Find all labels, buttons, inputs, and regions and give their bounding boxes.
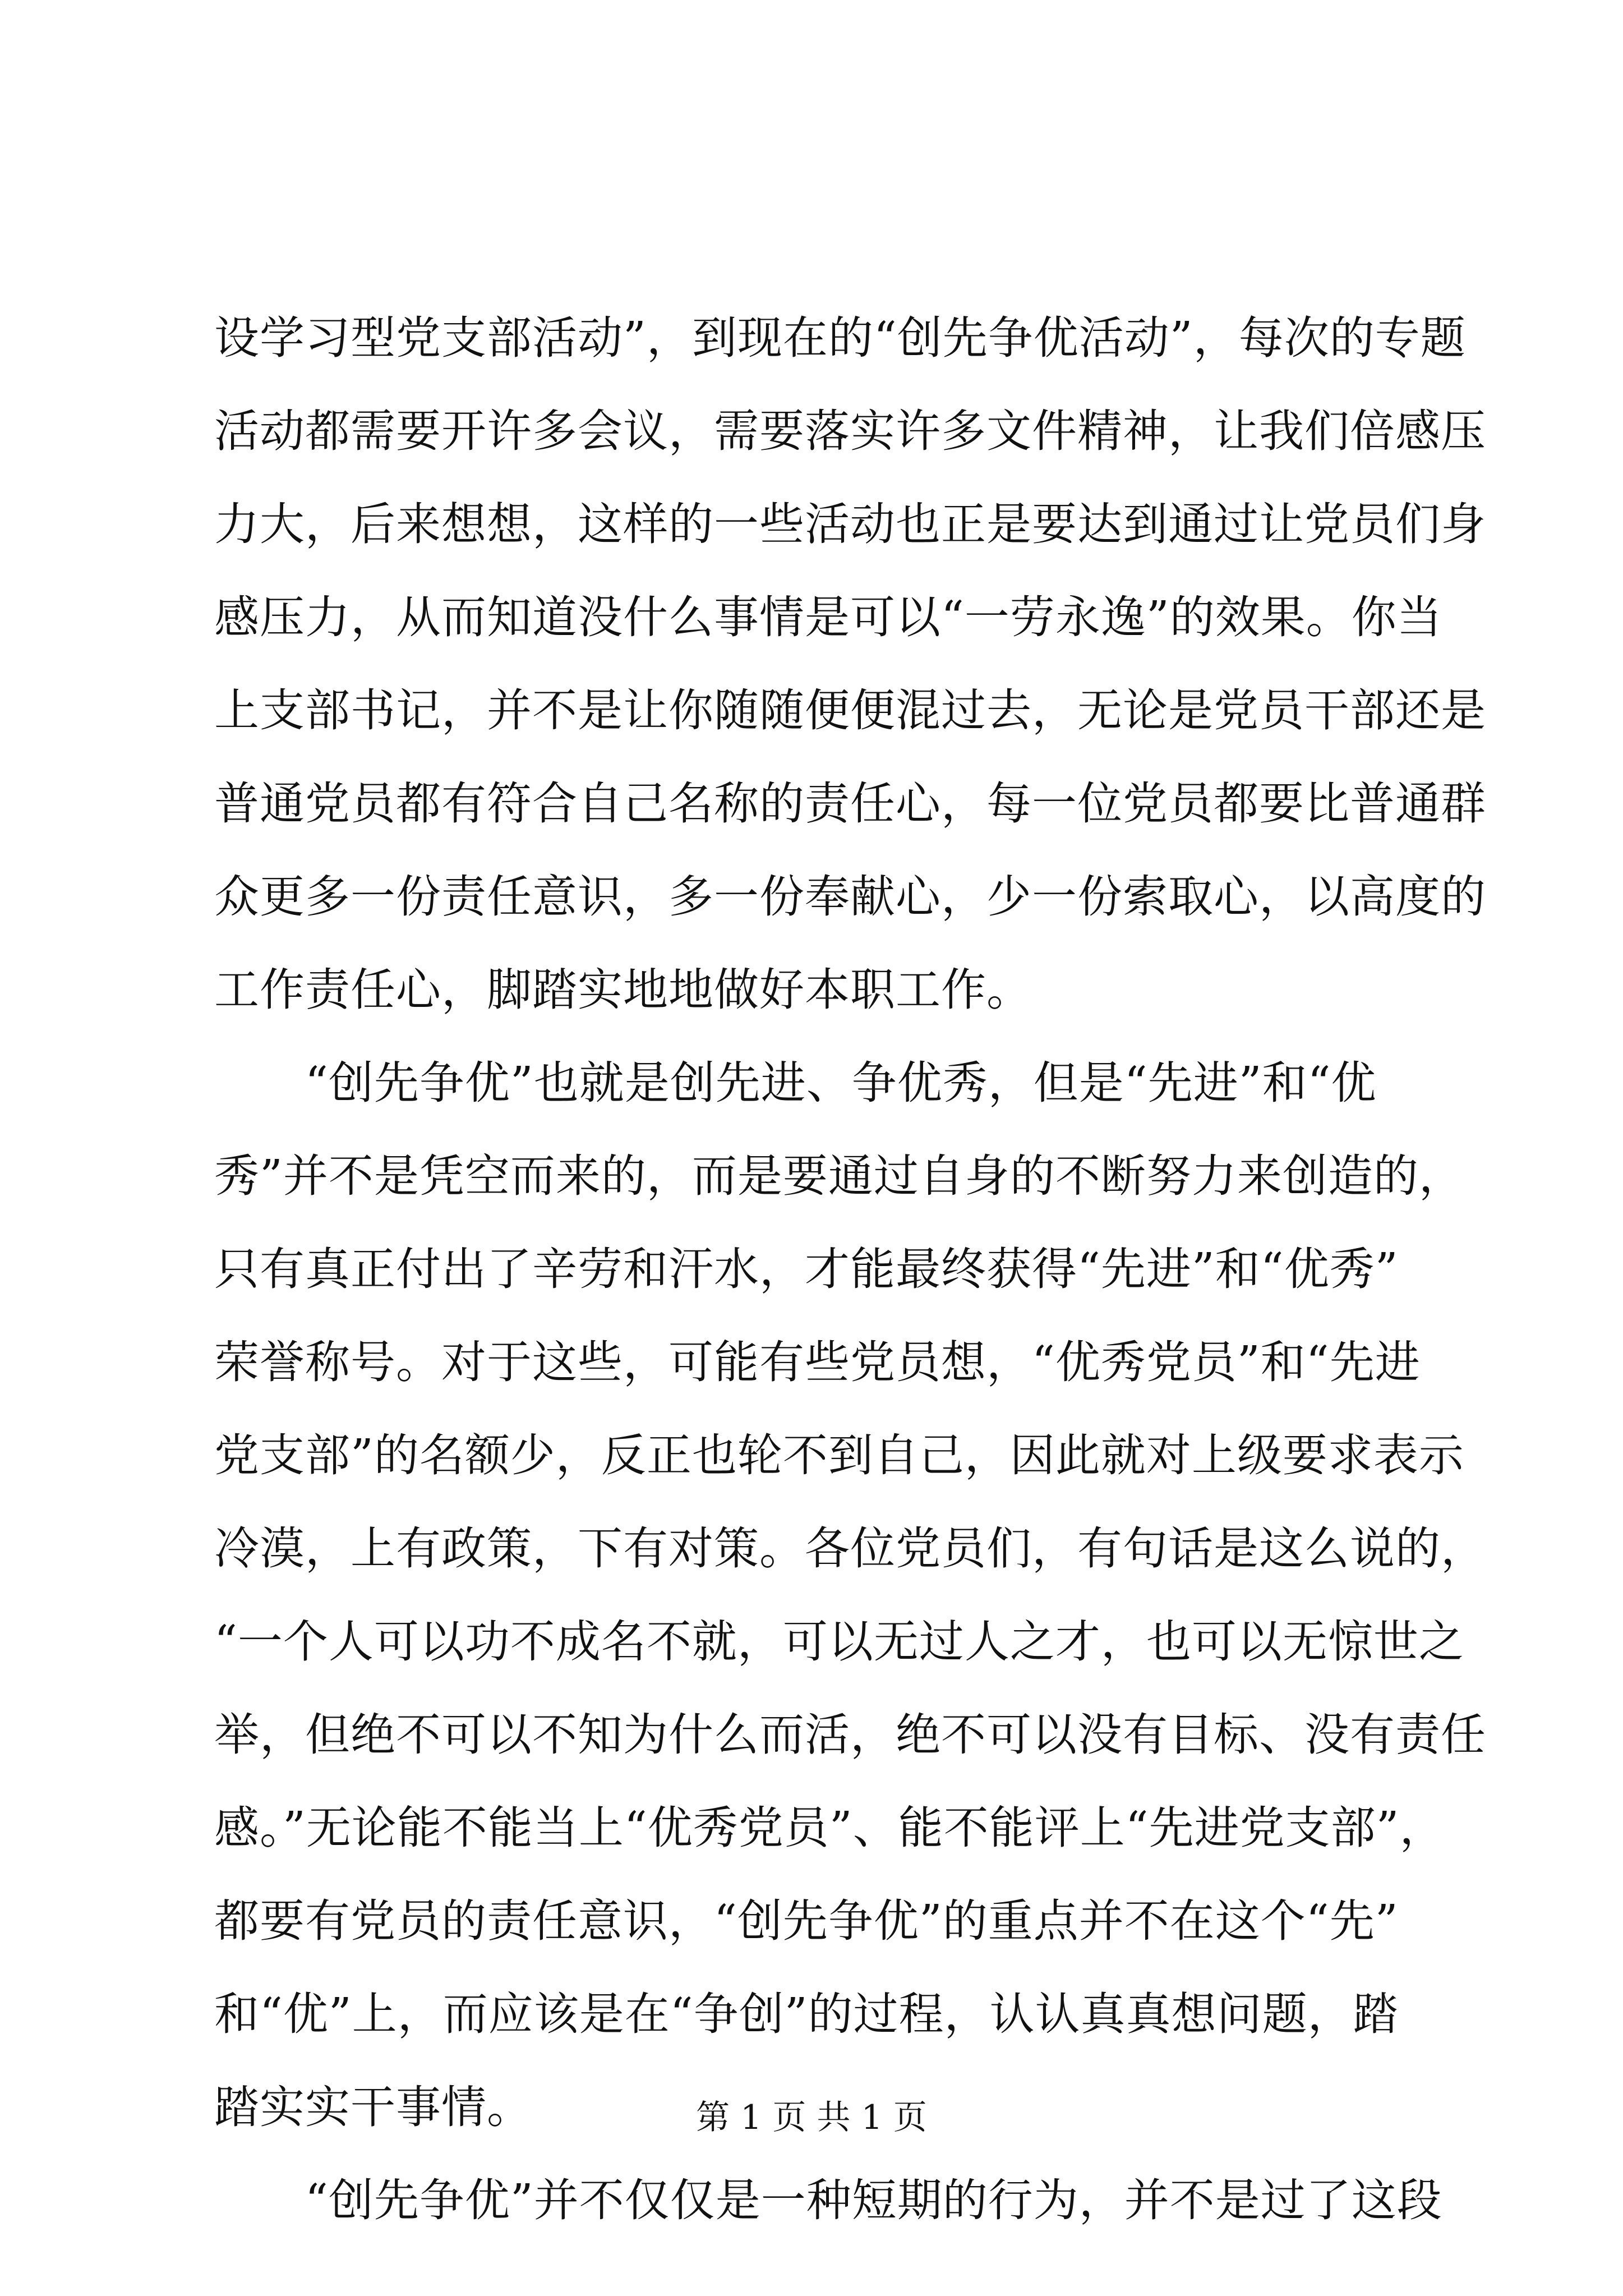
text-line: 普通党员都有符合自己名称的责任心，每一位党员都要比普通群	[214, 777, 1486, 830]
text-line: 工作责任心，脚踏实地地做好本职工作。	[214, 964, 1032, 1016]
text-line: 力大，后来想想，这样的一些活动也正是要达到通过让党员们身	[214, 498, 1486, 550]
text-line: 众更多一份责任意识，多一份奉献心，少一份索取心，以高度的	[214, 871, 1486, 923]
text-line: 冷漠，上有政策，下有对策。各位党员们，有句话是这么说的，	[214, 1522, 1486, 1575]
text-line: 设学习型党支部活动”，到现在的“创先争优活动”，每次的专题	[214, 312, 1466, 364]
text-line: 活动都需要开许多会议，需要落实许多文件精神，让我们倍感压	[214, 405, 1486, 457]
page-number-label: 第 1 页 共 1 页	[696, 2098, 927, 2137]
text-line: “创先争优”并不仅仅是一种短期的行为，并不是过了这段	[214, 2174, 1442, 2226]
text-line: 党支部”的名额少，反正也轮不到自己，因此就对上级要求表示	[214, 1429, 1464, 1481]
text-line: “创先争优”也就是创先进、争优秀，但是“先进”和“优	[214, 1057, 1377, 1109]
text-line: “一个人可以功不成名不就，可以无过人之才，也可以无惊世之	[214, 1616, 1464, 1668]
text-line: 举，但绝不可以不知为什么而活，绝不可以没有目标、没有责任	[214, 1709, 1486, 1761]
text-line: 上支部书记，并不是让你随随便便混过去，无论是党员干部还是	[214, 684, 1486, 737]
document-body	[214, 292, 1486, 2247]
text-line: 秀”并不是凭空而来的，而是要通过自身的不断努力来创造的，	[214, 1150, 1464, 1202]
text-line: 感压力，从而知道没什么事情是可以“一劳永逸”的效果。你当	[214, 591, 1442, 643]
text-line: 都要有党员的责任意识，“创先争优”的重点并不在这个“先”	[214, 1895, 1399, 1947]
page-footer	[0, 2095, 1623, 2140]
text-line: 感。”无论能不能当上“优秀党员”、能不能评上“先进党支部”，	[214, 1802, 1445, 1854]
text-line: 和“优”上，而应该是在“争创”的过程，认认真真想问题，踏	[214, 1988, 1399, 2040]
text-line: 荣誉称号。对于这些，可能有些党员想，“优秀党员”和“先进	[214, 1336, 1421, 1388]
text-line: 踏实实干事情。	[214, 2081, 532, 2133]
text-line: 只有真正付出了辛劳和汗水，才能最终获得“先进”和“优秀”	[214, 1243, 1399, 1295]
